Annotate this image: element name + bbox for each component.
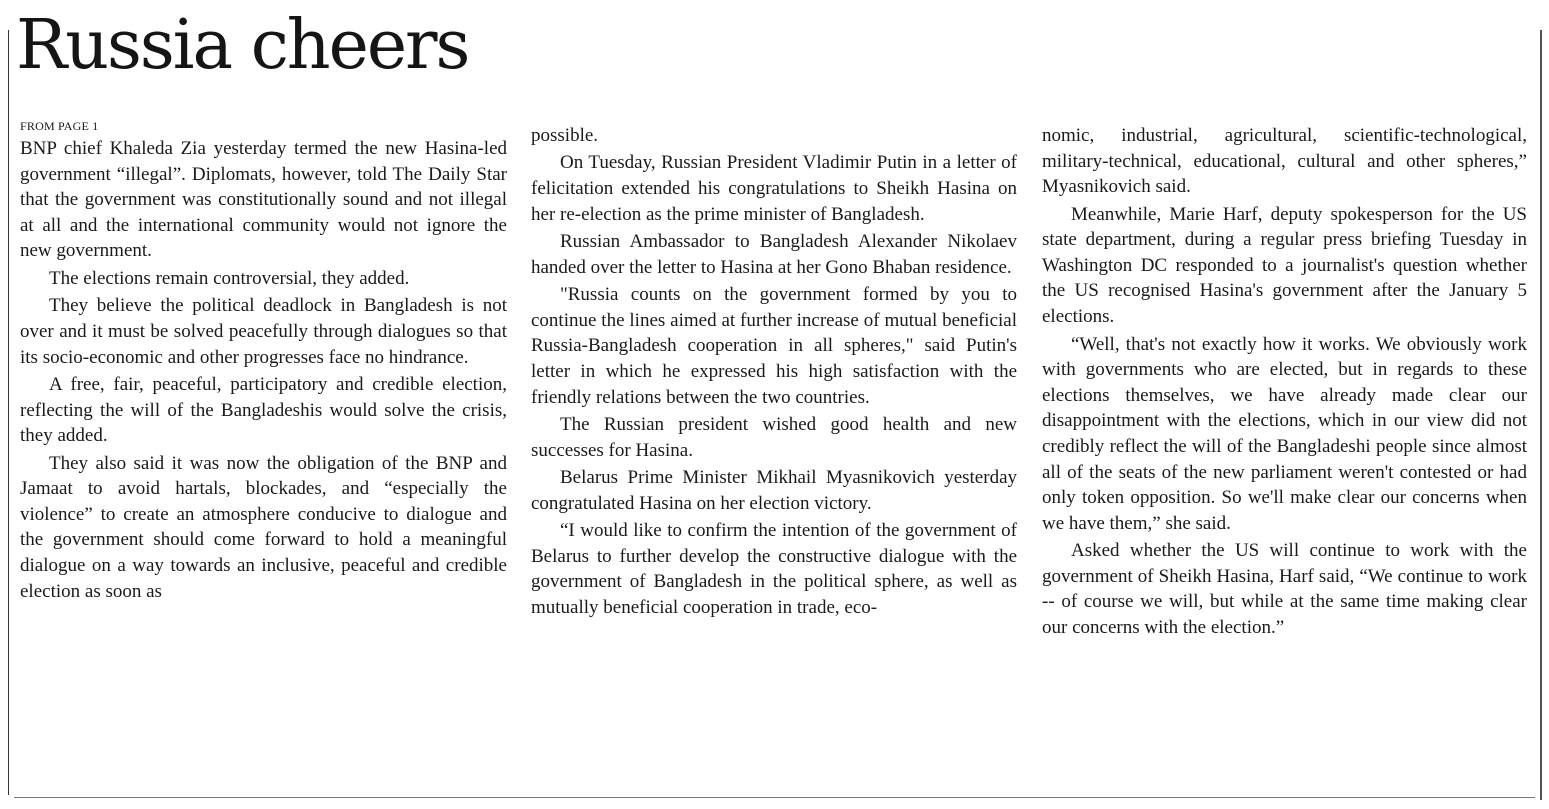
bottom-border-rule: [14, 797, 1535, 798]
article-column-2: [531, 119, 1017, 623]
article-paragraph: The elections remain controversial, they added.: [49, 267, 410, 289]
page-jump-kicker: FROM PAGE 1: [20, 119, 99, 133]
article-column-3: [1042, 119, 1527, 642]
article-paragraph: Asked whether the US will continue to work with the government of Sheikh Hasina, Harf said, “We continue to work -- of course we will, but while at the same time making clear our concerns with the election.”: [1042, 540, 1527, 638]
article-paragraph: A free, fair, peaceful, participatory and credible election, reflecting the will of the Bangladeshis would solve the crisis, they added.: [20, 374, 507, 447]
article-paragraph: "Russia counts on the government formed by you to continue the lines aimed at further increase of mutual beneficial Russia-Bangladesh cooperation in all spheres," said Putin's letter in which he expressed his high satisfaction with the friendly relations between the two countries.: [531, 284, 1017, 408]
article-paragraph: On Tuesday, Russian President Vladimir Putin in a letter of felicitation extended his congratulations to Sheikh Hasina on her re-election as the prime minister of Bangladesh.: [531, 152, 1017, 225]
article-paragraph: “I would like to confirm the intention of the government of Belarus to further develop the constructive dialogue with the government of Bangladesh in the political sphere, as well as mutually beneficial cooperation in trade, eco-: [531, 520, 1017, 619]
article-paragraph: BNP chief Khaleda Zia yesterday termed the new Hasina-led government “illegal”. Diplomats, however, told The Daily Star that the government was constitutionally sound and not illegal at all and the international community would not ignore the new government.: [20, 138, 507, 262]
article-paragraph: Meanwhile, Marie Harf, deputy spokesperson for the US state department, during a regular press briefing Tuesday in Washington DC responded to a journalist's question whether the US recognised Hasina's government after the January 5 elections.: [1042, 203, 1527, 328]
article-paragraph: They believe the political deadlock in Bangladesh is not over and it must be solved peacefully through dialogues so that its socio-economic and other progresses face no hindrance.: [20, 295, 507, 368]
article-headline: Russia cheers: [16, 6, 469, 85]
article-paragraph: “Well, that's not exactly how it works. We obviously work with governments who are elected, but in regards to these elections themselves, we have already made clear our disappointment with the elections, which in our view did not credibly reflect the will of the Bangladeshi people since almost all of the seats of the new parliament weren't contested or had only token opposition. So we'll make clear our concerns when we have them,” she said.: [1042, 333, 1527, 534]
article-paragraph: nomic, industrial, agricultural, scientific-technological, military-technical, educational, cultural and other spheres,” Myasnikovich said.: [1042, 125, 1527, 198]
article-paragraph: Russian Ambassador to Bangladesh Alexander Nikolaev handed over the letter to Hasina at her Gono Bhaban residence.: [531, 231, 1017, 278]
left-column-rule: [8, 30, 9, 795]
article-paragraph: possible.: [531, 125, 599, 146]
article-paragraph: They also said it was now the obligation of the BNP and Jamaat to avoid hartals, blockades, and “especially the violence” to create an atmosphere conducive to dialogue and the government should come forward to hold a meaningful dialogue on a way towards an inclusive, peaceful and credible election as soon as: [20, 452, 507, 602]
right-border-rule: [1540, 30, 1542, 800]
article-column-1: [20, 119, 507, 606]
article-paragraph: The Russian president wished good health and new successes for Hasina.: [531, 414, 1017, 461]
article-paragraph: Belarus Prime Minister Mikhail Myasnikovich yesterday congratulated Hasina on her election victory.: [531, 467, 1017, 514]
